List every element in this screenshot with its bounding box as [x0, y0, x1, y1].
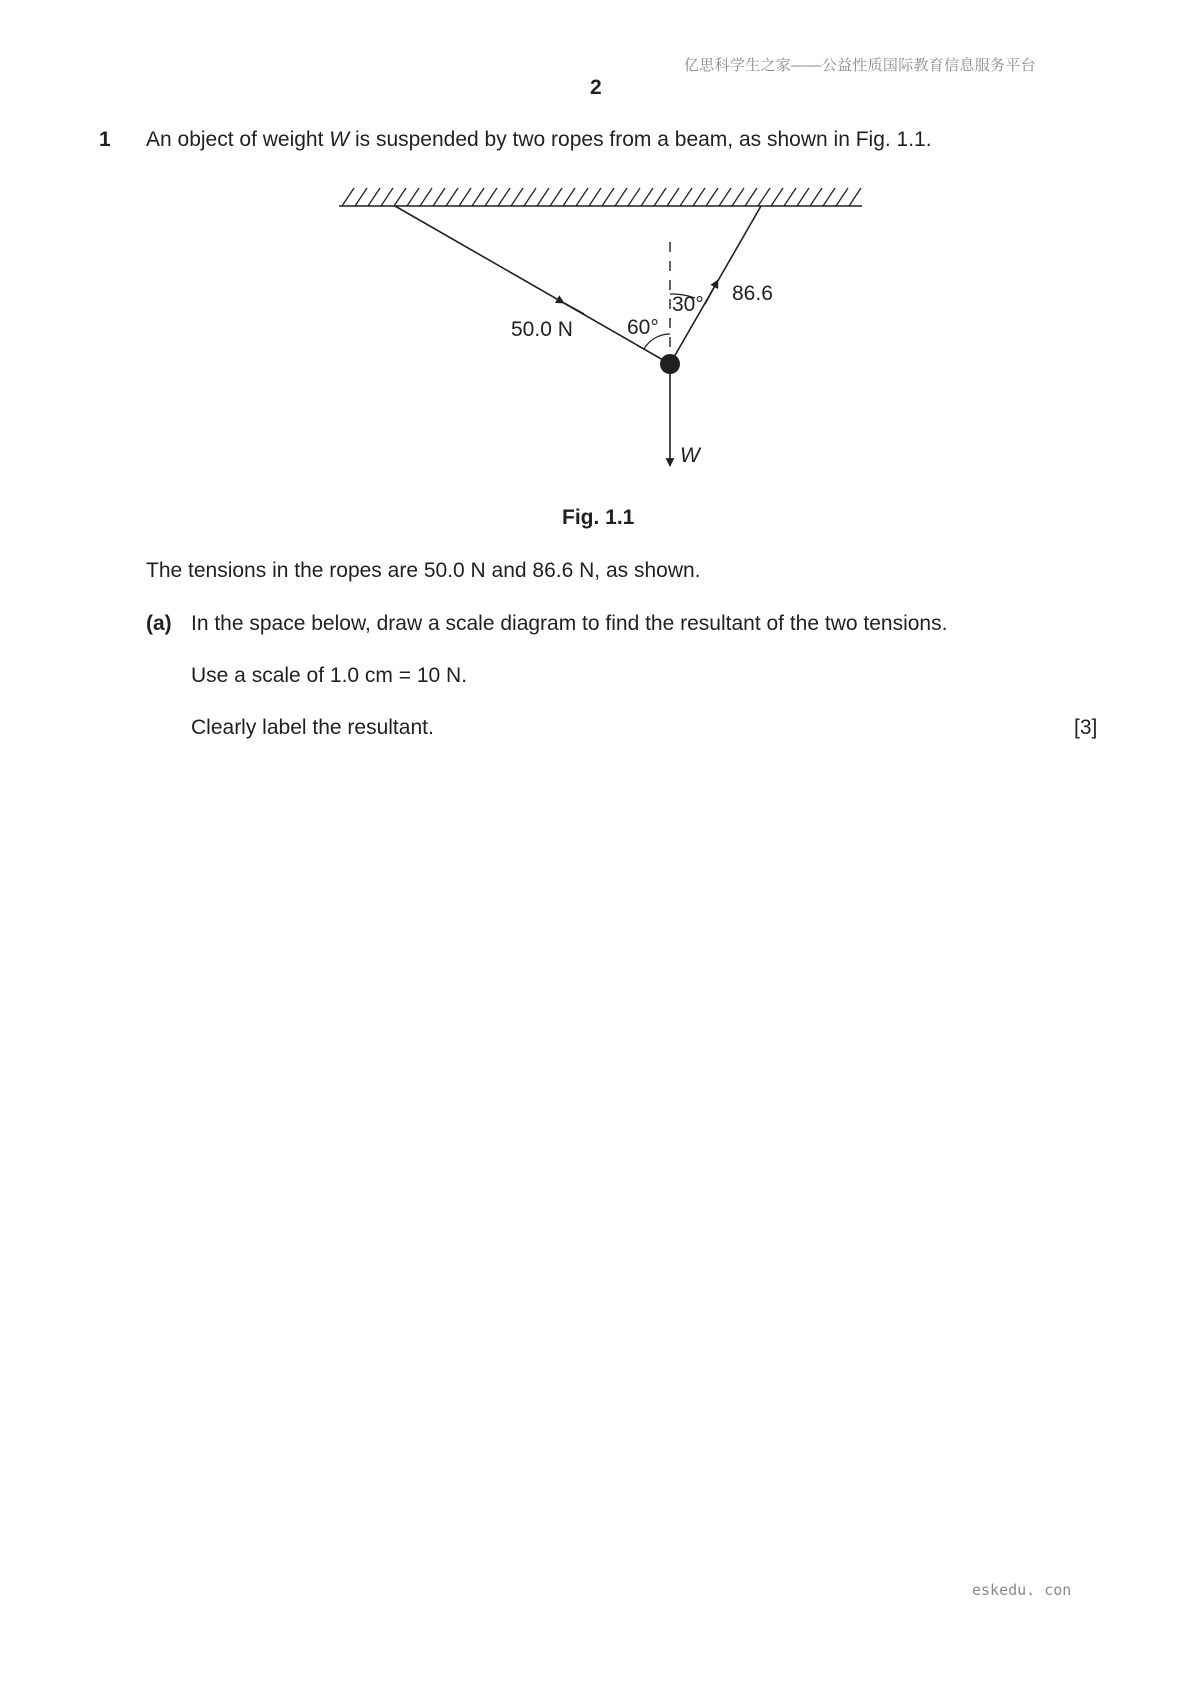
hatch-stroke: [836, 188, 848, 206]
hatch-stroke: [602, 188, 614, 206]
hatch-stroke: [732, 188, 744, 206]
page-number: 2: [590, 76, 602, 99]
hatch-stroke: [628, 188, 640, 206]
hatch-stroke: [758, 188, 770, 206]
beam-hatching: [342, 188, 861, 206]
hatch-stroke: [641, 188, 653, 206]
left-tension-label: 50.0 N: [511, 318, 573, 341]
hatch-stroke: [446, 188, 458, 206]
part-a-instruction: In the space below, draw a scale diagram to find the resultant of the two tensions.: [191, 612, 948, 635]
hatch-stroke: [667, 188, 679, 206]
hatch-stroke: [810, 188, 822, 206]
hatch-stroke: [485, 188, 497, 206]
question-text-after: is suspended by two ropes from a beam, as shown in Fig. 1.1.: [349, 128, 932, 151]
part-a-label-instruction: Clearly label the resultant.: [191, 716, 434, 739]
question-text-before: An object of weight: [146, 128, 330, 151]
hatch-stroke: [589, 188, 601, 206]
question-text: [146, 128, 932, 152]
hatch-stroke: [576, 188, 588, 206]
hatch-stroke: [459, 188, 471, 206]
hatch-stroke: [563, 188, 575, 206]
footer-watermark-text: eskedu. con: [972, 1581, 1072, 1599]
header-watermark-text: 亿思科学生之家——公益性质国际教育信息服务平台: [684, 57, 1036, 74]
hatch-stroke: [394, 188, 406, 206]
hatch-stroke: [433, 188, 445, 206]
right-rope-arrow: [705, 280, 718, 304]
hatch-stroke: [797, 188, 809, 206]
tension-statement: The tensions in the ropes are 50.0 N and 86.6 N, as shown.: [146, 559, 701, 582]
hatch-stroke: [823, 188, 835, 206]
hatch-stroke: [550, 188, 562, 206]
figure-caption: Fig. 1.1: [562, 506, 635, 529]
hatch-stroke: [498, 188, 510, 206]
hatch-stroke: [849, 188, 861, 206]
part-a-label: (a): [146, 612, 172, 635]
hatch-stroke: [771, 188, 783, 206]
hatch-stroke: [472, 188, 484, 206]
weight-label: W: [680, 444, 700, 467]
hatch-stroke: [719, 188, 731, 206]
hatch-stroke: [355, 188, 367, 206]
hatch-stroke: [524, 188, 536, 206]
hatch-stroke: [537, 188, 549, 206]
angle-left-label: 60°: [627, 316, 659, 339]
force-diagram: [320, 180, 880, 480]
hatch-stroke: [342, 188, 354, 206]
hatch-stroke: [615, 188, 627, 206]
hatch-stroke: [784, 188, 796, 206]
part-a-marks: [3]: [1074, 716, 1098, 739]
hatch-stroke: [420, 188, 432, 206]
hatch-stroke: [381, 188, 393, 206]
right-tension-label: 86.6: [732, 282, 773, 305]
question-number: 1: [99, 128, 111, 151]
part-a-scale: Use a scale of 1.0 cm = 10 N.: [191, 664, 468, 687]
weight-variable: W: [329, 128, 350, 151]
hatch-stroke: [511, 188, 523, 206]
hatch-stroke: [407, 188, 419, 206]
hatch-stroke: [693, 188, 705, 206]
hatch-stroke: [706, 188, 718, 206]
object-mass: [660, 354, 680, 374]
hatch-stroke: [368, 188, 380, 206]
hatch-stroke: [745, 188, 757, 206]
hatch-stroke: [680, 188, 692, 206]
angle-right-label: 30°: [672, 293, 704, 316]
hatch-stroke: [654, 188, 666, 206]
left-rope-arrow: [564, 303, 584, 314]
